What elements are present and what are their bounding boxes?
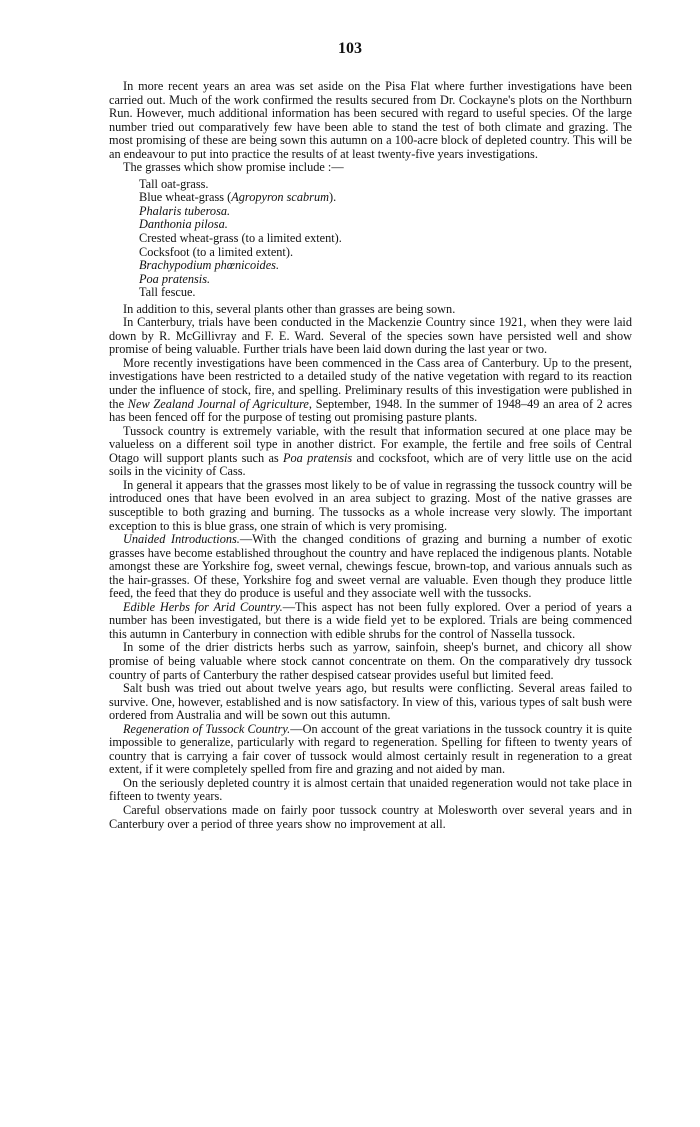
- paragraph-tussock-variable: Tussock country is extremely variable, with the result that information secured at one place may be valueless on a different soil type in another district. For example, the fertile and free soils of Central Otago will support plants such as Poa pratensis and cocksfoot, which are of very little use on the acid soils in the vicinity of Cass.: [109, 423, 632, 479]
- paragraph-grasses-intro: The grasses which show promise include :—: [123, 160, 344, 175]
- section-heading: Edible Herbs for Arid Country.: [123, 599, 283, 614]
- list-item: Cocksfoot (to a limited extent).: [139, 244, 294, 259]
- paragraph-regrassing: In general it appears that the grasses most likely to be of value in regrassing the tussock country will be introduced ones that have been evolved in an area subject to grazing. Most of the native grasses are susceptible to both grazing and burning. The tussocks as a whole increase very slowly. The important exception to this is blue grass, one strain of which is very promising.: [109, 477, 632, 533]
- paragraph-molesworth: Careful observations made on fairly poor tussock country at Molesworth over several years and in Canterbury over a period of three years show no improvement at all.: [109, 802, 632, 831]
- paragraph-cass-area: More recently investigations have been commenced in the Cass area of Canterbury. Up to the present, investigations have been restricted to a detailed study of the native vegetation with regard to its reaction under the influence of stock, fire, and spelling. Preliminary results of this investigation were published in the New Zealand Journal of Agriculture, September, 1948. In the summer of 1948–49 an area of 2 acres has been fenced off for the purpose of testing out promising pasture plants.: [109, 355, 632, 425]
- list-item: Tall oat-grass.: [139, 176, 209, 191]
- body-text: [109, 80, 632, 831]
- paragraph-unaided-introductions: Unaided Introductions.—With the changed conditions of grazing and burning a number of exotic grasses have become established throughout the country and have replaced the indigenous plants. Notable amongst these are Yorkshire fog, sweet vernal, chewings fescue, brown-top, and various annuals such as the hair-grasses. Of these, Yorkshire fog and sweet vernal are valuable. Even though they produce little feed, the feed that they do produce is useful and they associate well with the tussocks.: [109, 532, 632, 601]
- list-item: Poa pratensis.: [139, 271, 211, 286]
- paragraph-pisa-flat: In more recent years an area was set aside on the Pisa Flat where further investigations have been carried out. Much of the work confirmed the results secured from Dr. Cockayne's plots on the Northburn Run. However, much additional information has been secured with regard to useful species. Of the large number tried out comparatively few have been able to stand the test of both climate and grazing. The most promising of these are being sown this autumn on a 100-acre block of depleted country. This will be an endeavour to put into practice the results of at least twenty-five years investigations.: [109, 79, 632, 161]
- list-item: Brachypodium phœnicoides.: [139, 258, 280, 273]
- paragraph-depleted-country: On the seriously depleted country it is almost certain that unaided regeneration would not take place in fifteen to twenty years.: [109, 775, 632, 804]
- list-item: Blue wheat-grass (Agropyron scabrum).: [139, 190, 337, 205]
- page-number: 103: [338, 40, 362, 57]
- list-item: Phalaris tuberosa.: [139, 203, 231, 218]
- paragraph-other-plants: In addition to this, several plants other than grasses are being sown.: [123, 301, 456, 316]
- section-heading: Unaided Introductions.: [123, 532, 240, 547]
- paragraph-regeneration: Regeneration of Tussock Country.—On account of the great variations in the tussock country it is quite impossible to generalize, particularly with regard to regeneration. Spelling for fifteen to twenty years of country that is carrying a fair cover of tussock would almost certainly result in regeneration to a great extent, if it were completely spelled from fire and grazing and not aided by man.: [109, 721, 633, 777]
- paragraph-canterbury-trials: In Canterbury, trials have been conducted in the Mackenzie Country since 1921, when they were laid down by R. McGillivray and F. E. Ward. Several of the species sown have persisted well and show promise of being valuable. Further trials have been laid down during the last year or two.: [109, 315, 632, 357]
- list-item: Tall fescue.: [139, 285, 196, 300]
- paragraph-drier-districts: In some of the drier districts herbs such as yarrow, sainfoin, sheep's burnet, and chicory all show promise of being valuable where stock cannot concentrate on them. On the comparatively dry tussock country of parts of Canterbury the rather despised catsear provides useful but limited feed.: [109, 640, 632, 682]
- grass-list: [109, 178, 632, 300]
- list-item: Danthonia pilosa.: [139, 217, 228, 232]
- section-heading: Regeneration of Tussock Country.: [123, 721, 291, 736]
- paragraph-salt-bush: Salt bush was tried out about twelve years ago, but results were conflicting. Several areas failed to survive. One, however, established and is now satisfactory. In view of this, various types of salt bush were ordered from Australia and will be sown out this autumn.: [109, 681, 632, 723]
- paragraph-edible-herbs: Edible Herbs for Arid Country.—This aspect has not been fully explored. Over a period of years a number has been investigated, but there is a wide field yet to be explored. Trials are being commenced this autumn in Canterbury in connection with edible shrubs for the control of Nassella tussock.: [109, 599, 632, 641]
- list-item: Crested wheat-grass (to a limited extent).: [139, 231, 342, 246]
